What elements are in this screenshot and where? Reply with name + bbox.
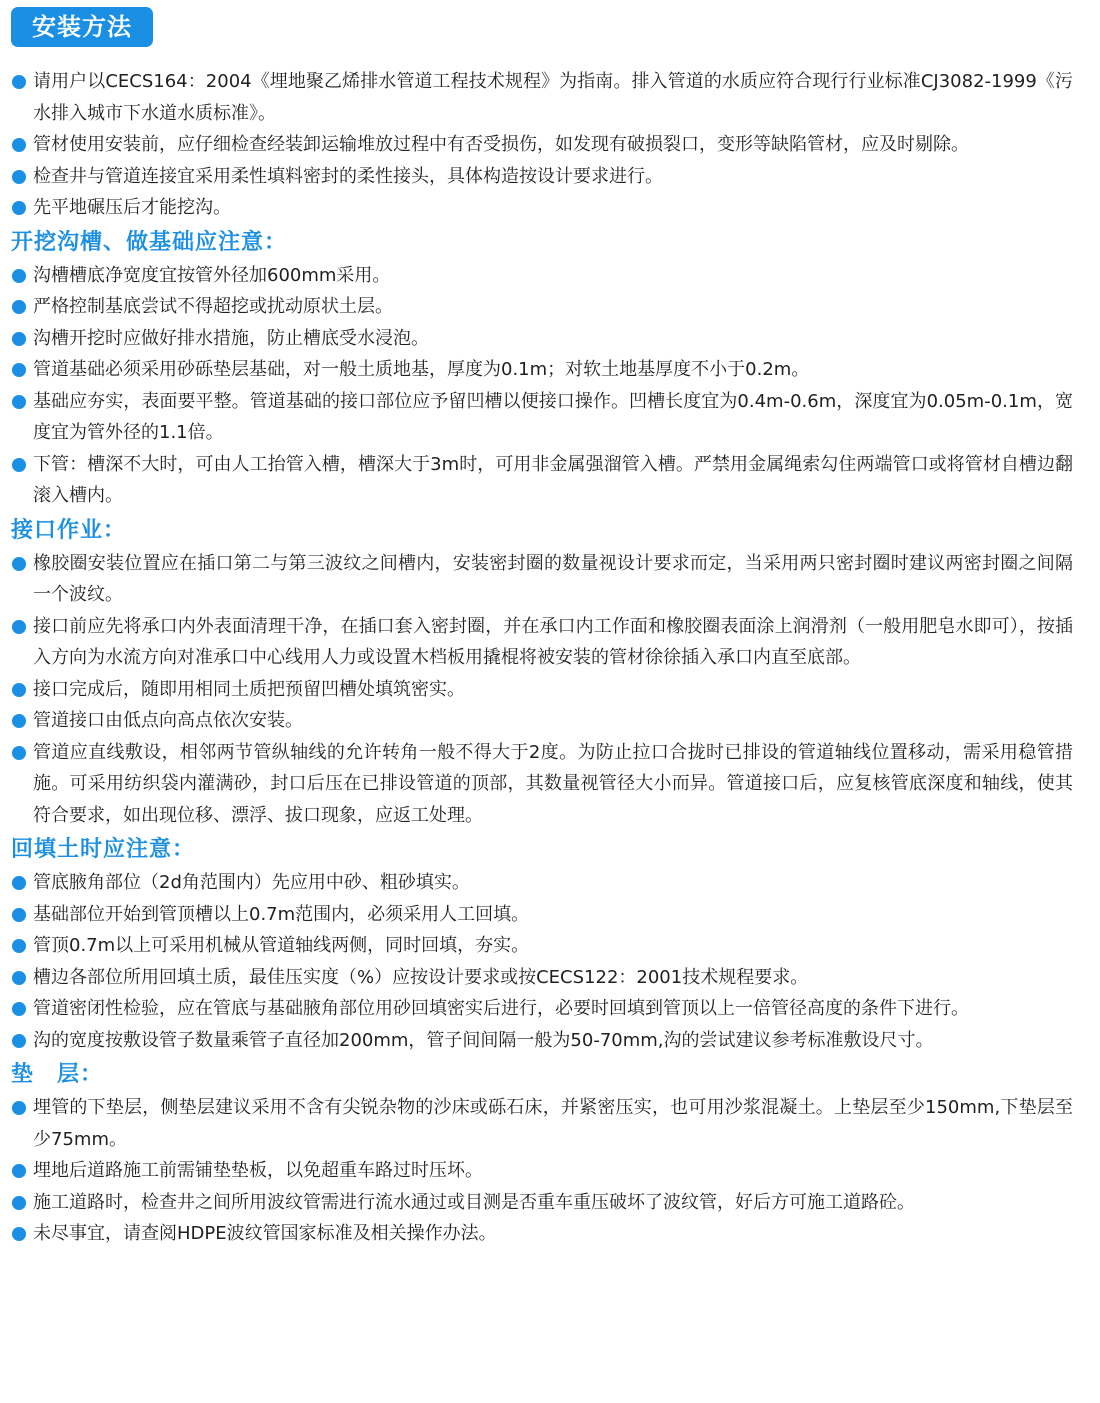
item-text: 埋管的下垫层，侧垫层建议采用不含有尖锐杂物的沙床或砾石床，并紧密压实，也可用沙浆混凝土。上垫层至少150mm,下垫层至少75mm。 [33,1097,1073,1150]
bullet-icon [12,269,26,283]
list-item [11,548,1073,611]
item-text: 埋地后道路施工前需铺垫垫板，以免超重车路过时压坏。 [33,1160,483,1181]
item-text: 管顶0.7m以上可采用机械从管道轴线两侧，同时回填，夯实。 [33,935,530,956]
section-joint-work [11,514,1073,832]
item-text: 请用户以CECS164：2004《埋地聚乙烯排水管道工程技术规程》为指南。排入管道的水质应符合现行行业标准CJ3082-1999《污水排入城市下水道水质标准》。 [33,71,1073,124]
item-text: 下管：槽深不大时，可由人工抬管入槽，槽深大于3m时，可用非金属强溜管入槽。严禁用金属绳索勾住两端管口或将管材自槽边翻滚入槽内。 [33,453,1073,506]
bullet-icon [12,395,26,409]
list-item [11,1025,1073,1057]
list-item [11,323,1073,355]
item-text: 沟槽开挖时应做好排水措施，防止槽底受水浸泡。 [33,327,429,349]
bullet-icon [12,1164,26,1178]
page-title: 安装方法 [11,7,153,47]
bullet-icon [12,908,26,922]
section-heading: 垫 层： [11,1062,104,1087]
bullet-icon [12,363,26,377]
bullet-icon [12,683,26,697]
item-text: 检查井与管道连接宜采用柔性填料密封的柔性接头，具体构造按设计要求进行。 [33,165,663,187]
item-text: 接口完成后，随即用相同土质把预留凹槽处填筑密实。 [33,678,465,700]
bullet-icon [12,1196,26,1210]
section-heading: 接口作业： [11,517,127,543]
bullet-icon [12,201,26,215]
bullet-icon [12,1227,26,1241]
list-item [11,161,1073,193]
bullet-icon [12,458,26,472]
item-text: 施工道路时，检查井之间所用波纹管需进行流水通过或目测是否重车重压破坏了波纹管，好后方可施工道路砼。 [33,1191,915,1213]
item-text: 先平地碾压后才能挖沟。 [33,197,231,218]
item-text: 橡胶圈安装位置应在插口第二与第三波纹之间槽内，安装密封圈的数量视设计要求而定，当采用两只密封圈时建议两密封圈之间隔一个波纹。 [33,552,1073,605]
section-backfill [11,833,1073,1056]
list-item [11,192,1073,224]
list-item [11,611,1073,674]
bullet-icon [12,138,26,152]
item-text: 管材使用安装前，应仔细检查经装卸运输堆放过程中有否受损伤，如发现有破损裂口，变形等缺陷管材，应及时剔除。 [33,134,969,155]
item-text: 管道密闭性检验，应在管底与基础腋角部位用砂回填密实后进行，必要时回填到管顶以上一倍管径高度的条件下进行。 [33,998,969,1019]
section-heading: 回填土时应注意： [11,837,196,862]
section-trenching [11,226,1073,512]
list-item [11,386,1073,449]
list-item [11,1155,1073,1187]
bullet-icon [12,620,26,634]
list-item [11,674,1073,706]
item-text: 严格控制基底尝试不得超挖或扰动原状土层。 [33,296,393,317]
item-text: 管道应直线敷设，相邻两节管纵轴线的允许转角一般不得大于2度。为防止拉口合拢时已排设的管道轴线位置移动，需采用稳管措施。可采用纺织袋内灌满砂，封口后压在已排设管道的顶部，其数量视管径大小而异。管道接口后，应复核管底深度和轴线，使其符合要求，如出现位移、漂浮、拔口现象，应返工处理。 [33,741,1073,826]
list-item [11,867,1073,899]
item-text: 沟的宽度按敷设管子数量乘管子直径加200mm，管子间间隔一般为50-70mm,沟的尝试建议参考标准敷设尺寸。 [33,1029,934,1051]
bullet-icon [12,75,26,89]
list-item [11,1187,1073,1219]
bullet-icon [12,170,26,184]
item-text: 管道基础必须采用砂砾垫层基础，对一般土质地基，厚度为0.1m；对软土地基厚度不小于0.2m。 [33,359,810,380]
bullet-icon [12,746,26,760]
bullet-icon [12,876,26,890]
bullet-icon [12,557,26,571]
list-item [11,291,1073,323]
main-content [11,66,1073,1250]
item-text: 管道接口由低点向高点依次安装。 [33,710,303,731]
list-item [11,66,1073,129]
item-text: 管底腋角部位（2d角范围内）先应用中砂、粗砂填实。 [33,872,470,893]
item-text: 基础应夯实，表面要平整。管道基础的接口部位应予留凹槽以便接口操作。凹槽长度宜为0.4m-0.6m，深度宜为0.05m-0.1m，宽度宜为管外径的1.1倍。 [33,390,1073,443]
list-item [11,930,1073,962]
bullet-icon [12,300,26,314]
item-text: 未尽事宜，请查阅HDPE波纹管国家标准及相关操作办法。 [33,1223,497,1244]
list-item [11,1092,1073,1155]
list-item [11,899,1073,931]
list-item [11,354,1073,386]
list-item [11,449,1073,512]
bullet-icon [12,939,26,953]
item-text: 槽边各部位所用回填土质，最佳压实度（%）应按设计要求或按CECS122：2001技术规程要求。 [33,966,809,988]
bullet-icon [12,971,26,985]
item-text: 基础部位开始到管顶槽以上0.7m范围内，必须采用人工回填。 [33,903,530,925]
list-item [11,993,1073,1025]
list-item [11,129,1073,161]
bullet-icon [12,1034,26,1048]
bullet-icon [12,1101,26,1115]
section-heading: 开挖沟槽、做基础应注意： [11,229,288,255]
list-item [11,1218,1073,1250]
item-text: 沟槽槽底净宽度宜按管外径加600mm采用。 [33,264,391,286]
bullet-icon [12,1002,26,1016]
intro-list [11,66,1073,224]
section-bedding [11,1058,1073,1250]
bullet-icon [12,332,26,346]
item-text: 接口前应先将承口内外表面清理干净，在插口套入密封圈，并在承口内工作面和橡胶圈表面涂上润滑剂（一般用肥皂水即可），按插入方向为水流方向对准承口中心线用人力或设置木档板用撬棍将被安装的管材徐徐插入承口内直至底部。 [33,615,1073,668]
bullet-icon [12,714,26,728]
list-item [11,260,1073,292]
list-item [11,737,1073,832]
list-item [11,705,1073,737]
list-item [11,962,1073,994]
